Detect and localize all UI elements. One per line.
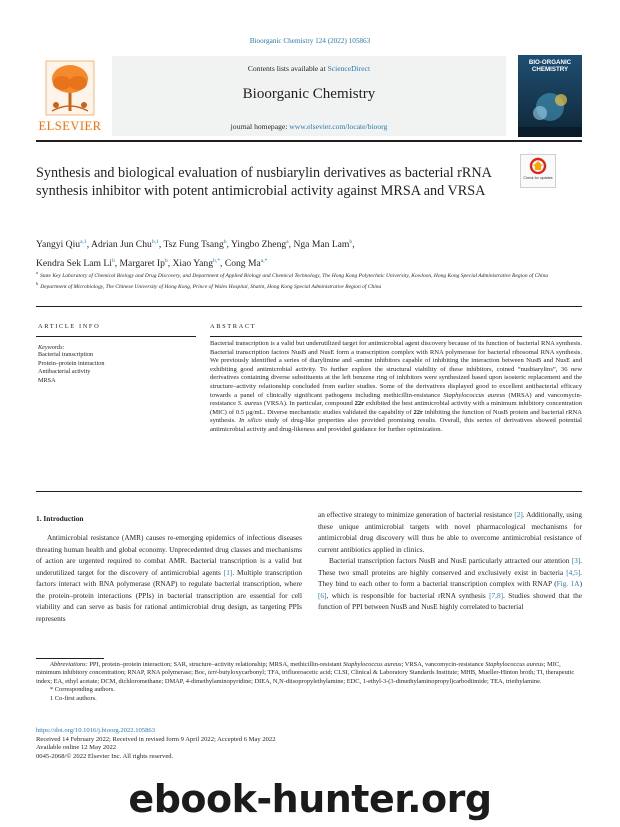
publisher-wordmark: ELSEVIER (38, 119, 102, 133)
abstract-part: exhibited the best antimicrobial activity with a minimum inhibitory concentration (MIC) of 0.5 μg/mL. Diverse mechanistic studies validated the capability of (210, 400, 582, 416)
compound-label: 22r (413, 408, 423, 416)
author-name[interactable]: Yingbo Zheng (231, 239, 287, 251)
abstract-part: (MRSA) and vancomycin-resistance (210, 391, 583, 408)
badge-label: Check for updates (523, 176, 553, 180)
check-for-updates-badge[interactable] (520, 154, 556, 188)
abstract-rule (210, 336, 582, 337)
intro-left-column (36, 532, 302, 624)
received-dates: Received 14 February 2022; Received in revised form 9 April 2022; Accepted 6 May 2022 (36, 735, 276, 743)
paragraph-text: . Studies showed that the function of PPI between NusB and NusE highly correlated to bacterial (318, 590, 582, 611)
paragraph (318, 555, 582, 613)
author-name[interactable]: Cong Ma (224, 258, 261, 270)
author-name[interactable]: Adrian Jun Chu (91, 239, 152, 251)
abstract-part: (VRSA). In particular, compound (262, 400, 355, 408)
paragraph-text: . Additionally, using these unique antimicrobial targets with novel pharmacological mechanisms for antimicrobial drug discovery will thus be able to overcome antimicrobial resistance of current antibiotics applied in clinics. (318, 510, 583, 554)
abstract-part: inhibiting the function of NusB protein and bacterial rRNA synthesis. (210, 408, 582, 425)
paragraph-text: . They bind to each other to form a bacterial transcription complex with RNAP ( (318, 567, 582, 588)
affiliation-b-label: b (36, 281, 39, 287)
author-sup[interactable]: b (349, 239, 353, 245)
keyword: Protein–protein interaction (38, 359, 105, 367)
keyword: Bacterial transcription (38, 351, 94, 358)
keyword: MRSA (38, 376, 56, 384)
footnote-text: -butyloxycarbonyl; TFA, trifluoroacetic acid; CLSI, Clinical & Laboratory Standards Institute; MHB, Mueller-Hinton broth; TI, therapeutic index; EA, ethyl acetate; DCM, dichloromethane; DMAP, 4-dimethylaminopyridine; DIEA, N,N-diisopropylethylamine; EDC, 1-ethyl-3-(3-dimethylaminopropyl)carbodiimide; TEA, triethylamine. (36, 669, 575, 685)
author-name[interactable]: Nga Man Lam (293, 239, 350, 251)
corresponding-footnote: * Corresponding authors. (50, 686, 115, 694)
journal-title: Bioorganic Chemistry (242, 86, 376, 102)
abstract-bottom-rule (36, 491, 582, 492)
author-sup[interactable]: b (164, 258, 168, 265)
keywords-label: Keywords: (38, 344, 65, 351)
abstract-part: Bacterial transcription is a valid but underutilized target for antimicrobial agent discovery because of its function of bacterial RNA synthesis. Bacterial transcription factors NusB and NusE form a transcription complex with RNA polymerase for bacterial ribosomal RNA synthesis. We previously identified a series of diarylimine and -amine inhibitors capable of inhibiting the interaction between NusB and NusE and exhibiting good antimicrobial activity. To further explore the structural viability of these inhibitors, coined “nusbiarylins”, 36 new derivatives containing diverse substituents at the left benzene ring of inhibitors were synthesized based upon isosteric replacement and the structure–activity relationship concluded from earlier studies. Some of the derivatives displayed good to excellent antibacterial efficacy towards a panel of clinically significant pathogens including methicillin-resistance (210, 340, 582, 399)
paragraph-text: Antimicrobial resistance (AMR) causes re-emerging epidemics of infectious diseases threating human health and global economy. Unprecedented drug classes and mechanisms of action are urgented required to combat AMR. Bacterial transcription is a valid but underutilized target for the discovery of antimicrobial agents (36, 533, 302, 577)
abstract-italic: Staphylococcus aureus (443, 391, 506, 399)
citation-link[interactable]: [7,8] (489, 590, 504, 600)
doi-link[interactable]: https://doi.org/10.1016/j.bioorg.2022.105863 (36, 727, 155, 734)
contents-line (112, 64, 506, 73)
author-name[interactable]: Tsz Fung Tsang (163, 239, 224, 251)
author-sup[interactable]: a,1 (80, 239, 87, 245)
elsevier-logo (36, 57, 104, 131)
citation-link[interactable]: [2] (514, 510, 523, 519)
article-title: Synthesis and biological evaluation of nusbiarylin derivatives as bacterial rRNA synthesis inhibitor with potent antimicrobial activity against MRSA and VRSA (36, 165, 492, 199)
citation-link[interactable]: [4,5] (566, 567, 581, 577)
abstract-italic: S. aureus (237, 400, 263, 408)
footnote-text: PPI, protein–protein interaction; SAR, structure–activity relationship; MRSA, methicillin-resistant (87, 661, 343, 668)
author-name[interactable]: Xiao Yang (172, 258, 214, 270)
abbreviations-footnote (36, 661, 582, 686)
copyright: 0045-2068/© 2022 Elsevier Inc. All rights reserved. (36, 752, 174, 760)
cover-title: BIO-ORGANIC CHEMISTRY (528, 59, 572, 73)
citation-link[interactable]: [3] (571, 556, 581, 565)
keyword: Antibacterial activity (38, 368, 91, 375)
author-sup[interactable]: a (286, 239, 289, 245)
footnotes (36, 661, 582, 703)
homepage-prefix: journal homepage: (230, 122, 290, 131)
affiliation-a-text: State Key Laboratory of Chemical Biology and Drug Discovery, and Department of Applied Biology and Chemical Technology, The Hong Kong Polytechnic University, Kowloon, Hong Kong Special Administrative Region of China (39, 272, 549, 279)
paragraph-text: ) (579, 579, 582, 588)
abstract-text (210, 340, 582, 435)
author-line-2: Kendra Sek Lam Li$^b$, Margaret Ip$^b$, Xiao Yang$^{b,*}$, Cong $Ma^{a,*}$ (36, 258, 268, 270)
paragraph-text: Bacterial transcription factors NusB and NusE particularly attracted our attention (329, 556, 572, 565)
paragraph-text: , which is responsible for bacterial rRNA synthesis (326, 590, 490, 600)
citation-link[interactable]: [6] (318, 590, 327, 600)
affiliation-b-text: Department of Microbiology, The Chinese University of Hong Kong, Prince of Wales Hospital, Shatin, Hong Kong Special Administrative Region of China (40, 284, 382, 291)
author-line-1: Yangyi Qiu$^{a,1}$, Adrian Jun Chu$^{b,1}$, Tsz Fung Tsang$^b$, Yingbo Zheng$^a$, Nga Man Lam$^b$, (36, 239, 355, 251)
footnote-rule (36, 658, 104, 659)
author-name[interactable]: Yangyi Qiu (36, 239, 81, 251)
watermark: ebook-hunter.org (128, 777, 492, 821)
section-rule (36, 306, 582, 307)
homepage-link[interactable]: www.elsevier.com/locate/bioorg (289, 122, 388, 131)
introduction-heading: 1. Introduction (36, 514, 84, 523)
author-sup[interactable]: b (111, 258, 115, 265)
intro-right-column (318, 509, 582, 613)
footnote-italic: tert (208, 669, 217, 677)
sciencedirect-link[interactable]: ScienceDirect (327, 64, 371, 73)
footnote-italic: Staphylococcus aureus (342, 661, 402, 668)
article-info-rule (36, 336, 196, 337)
footnote-text: ; VRSA, vancomycin-resistance (401, 661, 486, 668)
contents-prefix: Contents lists available at (247, 64, 328, 73)
author-list (36, 234, 582, 272)
citation-link[interactable]: [1] (223, 567, 233, 577)
affiliation-a-label: a (36, 270, 38, 275)
figure-link[interactable]: Fig. 1A (556, 579, 580, 588)
paragraph-text: . Multiple transcription factors interact with RNA polymerase (RNAP) to regulate bacterial transcription, where the protein–protein interactions (PPIs) in bacterial transcription are essential for cell viability and can serve as basis for rational antimicrobial drug design, as targeting PPIs represents (36, 567, 302, 623)
author-name[interactable]: Kendra Sek Lam Li (36, 258, 112, 270)
article-meta (36, 727, 582, 761)
abstract-part: study of drug-like properties also provided promising results. Overall, this series of derivatives showed potential antimicrobial activity and drug-likeness and provided guidance for further optimization. (210, 417, 582, 433)
affiliation-a (36, 269, 582, 280)
author-sup[interactable]: a,* (260, 258, 268, 265)
author-sup[interactable]: b,* (213, 258, 221, 265)
journal-cover[interactable] (518, 55, 582, 137)
paragraph-text: . These two small proteins are highly conserved and exclusively exist in bacteria (318, 556, 582, 577)
paragraph (318, 509, 582, 555)
header-rule (36, 140, 582, 142)
author-name[interactable]: Margaret Ip (119, 258, 165, 270)
keywords-list (38, 351, 105, 385)
article-info-heading: ARTICLE INFO (38, 323, 101, 330)
compound-label: 22r (354, 400, 365, 408)
footnote-text: ; MIC, minimum inhibitory concentration; RNAP, RNA polymerase; Boc, (36, 661, 561, 677)
journal-reference[interactable]: Bioorganic Chemistry 124 (2022) 105863 (249, 37, 371, 45)
paragraph-text: an effective strategy to minimize generation of bacterial resistance (318, 510, 515, 519)
abstract-heading: ABSTRACT (210, 323, 257, 330)
affiliation-b (36, 280, 582, 291)
cofirst-footnote: 1 Co-first authors. (50, 694, 97, 702)
author-sup[interactable]: b,1 (151, 239, 159, 245)
abstract-italic: In silico (238, 417, 262, 425)
cover-art-icon (518, 55, 582, 137)
homepage-line (112, 122, 506, 131)
abbreviations-label: Abbreviations: (50, 661, 88, 668)
affiliations (36, 269, 582, 292)
paragraph (36, 532, 302, 624)
footnote-italic: Staphylococcus aureus (485, 661, 544, 668)
available-online: Available online 12 May 2022 (36, 744, 117, 752)
elsevier-tree-icon (36, 57, 104, 117)
author-sup[interactable]: b (223, 239, 227, 245)
check-for-updates-icon (521, 155, 555, 187)
